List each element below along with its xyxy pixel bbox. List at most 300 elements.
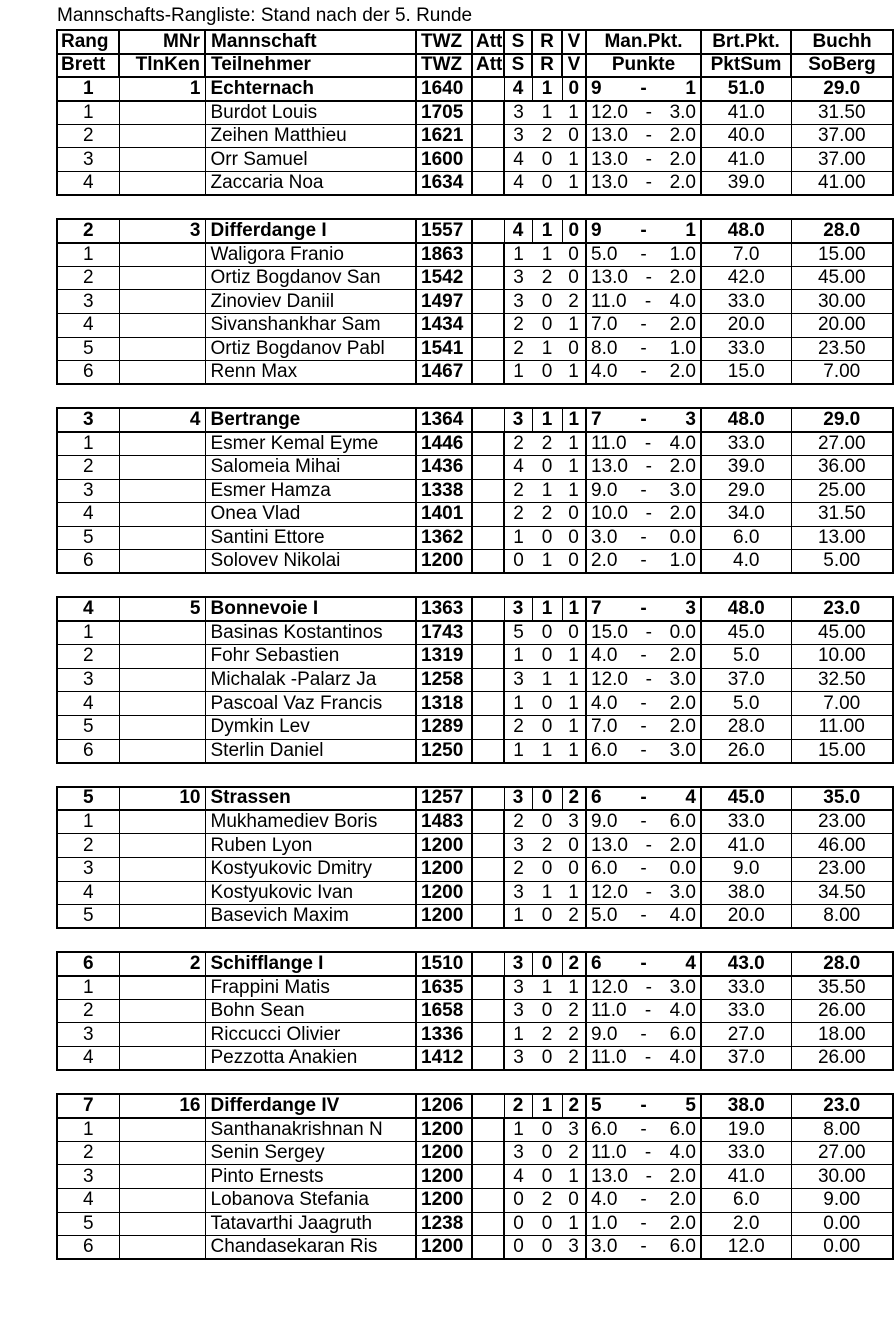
player-wins: 0 bbox=[504, 1189, 532, 1213]
player-losses: 0 bbox=[562, 857, 586, 881]
player-points bbox=[586, 479, 701, 503]
player-att bbox=[472, 550, 504, 574]
player-board: 3 bbox=[57, 290, 119, 314]
player-att bbox=[472, 645, 504, 669]
points-against: 4.0 bbox=[669, 1000, 696, 1022]
team-number: 16 bbox=[119, 1094, 205, 1118]
points-separator: - bbox=[645, 503, 652, 525]
player-row bbox=[57, 550, 893, 574]
team-separator bbox=[57, 763, 893, 787]
player-draws: 0 bbox=[532, 810, 562, 834]
points-separator: - bbox=[640, 527, 647, 549]
points-for: 13.0 bbox=[591, 148, 628, 170]
column-header-att: Att bbox=[472, 54, 504, 78]
player-row bbox=[57, 976, 893, 1000]
player-board: 4 bbox=[57, 503, 119, 527]
column-header-points: Man.Pkt. bbox=[586, 30, 701, 54]
player-draws: 2 bbox=[532, 124, 562, 148]
player-name: Zeihen Matthieu bbox=[205, 124, 416, 148]
player-att bbox=[472, 1141, 504, 1165]
player-att bbox=[472, 1165, 504, 1189]
player-points bbox=[586, 1141, 701, 1165]
player-rating: 1289 bbox=[416, 715, 472, 739]
player-att bbox=[472, 810, 504, 834]
player-id bbox=[119, 1141, 205, 1165]
points-against: 2.0 bbox=[669, 503, 696, 525]
column-header-twz: TWZ bbox=[416, 30, 472, 54]
player-wins: 4 bbox=[504, 1165, 532, 1189]
team-row bbox=[57, 219, 893, 243]
player-name: Pinto Ernests bbox=[205, 1165, 416, 1189]
points-against: 2.0 bbox=[669, 361, 696, 383]
player-rating: 1200 bbox=[416, 881, 472, 905]
player-sonneborn-berger: 5.00 bbox=[791, 550, 893, 574]
player-wins: 2 bbox=[504, 715, 532, 739]
player-losses: 2 bbox=[562, 1023, 586, 1047]
player-points bbox=[586, 243, 701, 267]
player-draws: 1 bbox=[532, 243, 562, 267]
player-points bbox=[586, 692, 701, 716]
table-header-row bbox=[57, 54, 893, 78]
player-id bbox=[119, 668, 205, 692]
player-sonneborn-berger: 41.00 bbox=[791, 172, 893, 196]
points-against: 3.0 bbox=[669, 881, 696, 903]
player-name: Orr Samuel bbox=[205, 148, 416, 172]
player-wins: 2 bbox=[504, 337, 532, 361]
player-name: Kostyukovic Dmitry bbox=[205, 857, 416, 881]
player-id bbox=[119, 550, 205, 574]
team-name: Bonnevoie I bbox=[205, 597, 416, 621]
player-board: 6 bbox=[57, 361, 119, 385]
player-att bbox=[472, 668, 504, 692]
player-id bbox=[119, 172, 205, 196]
team-draws: 1 bbox=[532, 219, 562, 243]
player-draws: 0 bbox=[532, 314, 562, 338]
player-sonneborn-berger: 25.00 bbox=[791, 479, 893, 503]
player-board: 3 bbox=[57, 668, 119, 692]
team-rank: 5 bbox=[57, 787, 119, 811]
team-rating: 1364 bbox=[416, 408, 472, 432]
points-for: 8.0 bbox=[591, 337, 618, 359]
player-losses: 0 bbox=[562, 243, 586, 267]
player-rating: 1200 bbox=[416, 550, 472, 574]
points-against: 3 bbox=[685, 598, 696, 620]
player-rating: 1200 bbox=[416, 1141, 472, 1165]
points-separator: - bbox=[640, 314, 647, 336]
team-name: Differdange I bbox=[205, 219, 416, 243]
player-id bbox=[119, 1023, 205, 1047]
team-rank: 1 bbox=[57, 77, 119, 101]
points-for: 6.0 bbox=[591, 858, 618, 880]
player-board: 1 bbox=[57, 1118, 119, 1142]
column-header-buchh: Buchh bbox=[791, 30, 893, 54]
player-sonneborn-berger: 35.50 bbox=[791, 976, 893, 1000]
player-wins: 1 bbox=[504, 361, 532, 385]
player-id bbox=[119, 1165, 205, 1189]
player-row bbox=[57, 645, 893, 669]
column-header-r: R bbox=[532, 54, 562, 78]
player-row bbox=[57, 148, 893, 172]
player-rating: 1621 bbox=[416, 124, 472, 148]
team-number: 5 bbox=[119, 597, 205, 621]
player-points bbox=[586, 976, 701, 1000]
player-id bbox=[119, 1118, 205, 1142]
player-point-sum: 19.0 bbox=[701, 1118, 791, 1142]
points-against: 2.0 bbox=[669, 172, 696, 194]
points-against: 6.0 bbox=[669, 811, 696, 833]
points-separator: - bbox=[645, 1165, 652, 1187]
player-losses: 0 bbox=[562, 124, 586, 148]
player-point-sum: 33.0 bbox=[701, 810, 791, 834]
player-att bbox=[472, 739, 504, 763]
player-name: Burdot Louis bbox=[205, 101, 416, 125]
player-draws: 0 bbox=[532, 645, 562, 669]
player-id bbox=[119, 1236, 205, 1260]
player-draws: 0 bbox=[532, 1212, 562, 1236]
team-rank: 7 bbox=[57, 1094, 119, 1118]
player-id bbox=[119, 999, 205, 1023]
player-att bbox=[472, 526, 504, 550]
player-sonneborn-berger: 31.50 bbox=[791, 503, 893, 527]
player-rating: 1658 bbox=[416, 999, 472, 1023]
points-for: 5.0 bbox=[591, 243, 618, 265]
player-att bbox=[472, 857, 504, 881]
player-point-sum: 12.0 bbox=[701, 1236, 791, 1260]
player-name: Esmer Kemal Eyme bbox=[205, 432, 416, 456]
points-against: 3.0 bbox=[669, 479, 696, 501]
player-point-sum: 28.0 bbox=[701, 715, 791, 739]
player-board: 4 bbox=[57, 1047, 119, 1071]
player-name: Tatavarthi Jaagruth bbox=[205, 1212, 416, 1236]
player-board: 3 bbox=[57, 857, 119, 881]
points-separator: - bbox=[645, 622, 652, 644]
team-att bbox=[472, 952, 504, 976]
player-id bbox=[119, 1047, 205, 1071]
player-sonneborn-berger: 0.00 bbox=[791, 1212, 893, 1236]
team-row bbox=[57, 1094, 893, 1118]
player-losses: 2 bbox=[562, 1141, 586, 1165]
player-points bbox=[586, 1165, 701, 1189]
points-for: 12.0 bbox=[591, 669, 628, 691]
player-wins: 2 bbox=[504, 503, 532, 527]
player-draws: 1 bbox=[532, 479, 562, 503]
points-separator: - bbox=[640, 1023, 647, 1045]
player-name: Mukhamediev Boris bbox=[205, 810, 416, 834]
player-losses: 1 bbox=[562, 1212, 586, 1236]
points-separator: - bbox=[640, 1212, 647, 1234]
points-separator: - bbox=[640, 811, 647, 833]
player-name: Fohr Sebastien bbox=[205, 645, 416, 669]
player-draws: 0 bbox=[532, 1047, 562, 1071]
column-header-buchh: SoBerg bbox=[791, 54, 893, 78]
player-name: Santini Ettore bbox=[205, 526, 416, 550]
player-name: Lobanova Stefania bbox=[205, 1189, 416, 1213]
points-against: 0.0 bbox=[669, 622, 696, 644]
points-against: 4 bbox=[685, 952, 696, 974]
player-losses: 0 bbox=[562, 526, 586, 550]
player-rating: 1863 bbox=[416, 243, 472, 267]
points-for: 3.0 bbox=[591, 527, 618, 549]
player-point-sum: 6.0 bbox=[701, 1189, 791, 1213]
player-id bbox=[119, 1189, 205, 1213]
points-separator: - bbox=[645, 101, 652, 123]
team-buchholz: 29.0 bbox=[791, 77, 893, 101]
player-row bbox=[57, 999, 893, 1023]
player-name: Michalak -Palarz Ja bbox=[205, 668, 416, 692]
player-draws: 2 bbox=[532, 1023, 562, 1047]
player-point-sum: 41.0 bbox=[701, 1165, 791, 1189]
player-point-sum: 33.0 bbox=[701, 1141, 791, 1165]
player-att bbox=[472, 976, 504, 1000]
player-wins: 4 bbox=[504, 456, 532, 480]
player-point-sum: 9.0 bbox=[701, 857, 791, 881]
player-rating: 1200 bbox=[416, 834, 472, 858]
team-draws: 1 bbox=[532, 1094, 562, 1118]
team-separator bbox=[57, 1070, 893, 1094]
team-board-points: 43.0 bbox=[701, 952, 791, 976]
player-sonneborn-berger: 9.00 bbox=[791, 1189, 893, 1213]
team-buchholz: 29.0 bbox=[791, 408, 893, 432]
player-losses: 1 bbox=[562, 881, 586, 905]
player-att bbox=[472, 148, 504, 172]
player-losses: 0 bbox=[562, 503, 586, 527]
player-rating: 1497 bbox=[416, 290, 472, 314]
player-att bbox=[472, 243, 504, 267]
team-att bbox=[472, 77, 504, 101]
player-rating: 1200 bbox=[416, 1236, 472, 1260]
player-points bbox=[586, 857, 701, 881]
points-against: 6.0 bbox=[669, 1023, 696, 1045]
player-id bbox=[119, 432, 205, 456]
team-name: Schifflange I bbox=[205, 952, 416, 976]
player-losses: 1 bbox=[562, 432, 586, 456]
player-row bbox=[57, 621, 893, 645]
player-point-sum: 20.0 bbox=[701, 314, 791, 338]
team-att bbox=[472, 597, 504, 621]
points-separator: - bbox=[640, 361, 647, 383]
points-against: 2.0 bbox=[669, 1212, 696, 1234]
points-against: 4.0 bbox=[669, 432, 696, 454]
team-match-points bbox=[586, 952, 701, 976]
team-match-points bbox=[586, 77, 701, 101]
points-separator: - bbox=[644, 1142, 652, 1164]
column-header-twz: TWZ bbox=[416, 54, 472, 78]
player-losses: 3 bbox=[562, 1118, 586, 1142]
team-wins: 3 bbox=[504, 787, 532, 811]
player-row bbox=[57, 479, 893, 503]
points-separator: - bbox=[640, 692, 647, 714]
player-rating: 1412 bbox=[416, 1047, 472, 1071]
player-points bbox=[586, 810, 701, 834]
points-separator: - bbox=[640, 1236, 647, 1258]
player-losses: 1 bbox=[562, 479, 586, 503]
player-att bbox=[472, 503, 504, 527]
player-id bbox=[119, 905, 205, 929]
player-board: 6 bbox=[57, 1236, 119, 1260]
column-header-rang: Brett bbox=[57, 54, 119, 78]
points-for: 7.0 bbox=[591, 314, 618, 336]
player-wins: 1 bbox=[504, 905, 532, 929]
points-against: 2.0 bbox=[669, 267, 696, 289]
player-wins: 2 bbox=[504, 479, 532, 503]
player-point-sum: 37.0 bbox=[701, 668, 791, 692]
player-draws: 0 bbox=[532, 1236, 562, 1260]
player-sonneborn-berger: 32.50 bbox=[791, 668, 893, 692]
player-draws: 0 bbox=[532, 621, 562, 645]
points-separator: - bbox=[640, 1118, 647, 1140]
player-losses: 2 bbox=[562, 290, 586, 314]
player-rating: 1362 bbox=[416, 526, 472, 550]
points-separator: - bbox=[640, 550, 647, 572]
player-point-sum: 6.0 bbox=[701, 526, 791, 550]
column-header-sum: PktSum bbox=[701, 54, 791, 78]
player-row bbox=[57, 810, 893, 834]
player-losses: 1 bbox=[562, 1165, 586, 1189]
player-point-sum: 27.0 bbox=[701, 1023, 791, 1047]
points-separator: - bbox=[640, 479, 647, 501]
player-sonneborn-berger: 13.00 bbox=[791, 526, 893, 550]
points-against: 1.0 bbox=[669, 550, 696, 572]
points-separator: - bbox=[645, 881, 652, 903]
player-losses: 1 bbox=[562, 456, 586, 480]
player-points bbox=[586, 668, 701, 692]
player-att bbox=[472, 361, 504, 385]
player-row bbox=[57, 881, 893, 905]
points-separator: - bbox=[640, 787, 647, 809]
points-for: 7 bbox=[591, 598, 602, 620]
player-point-sum: 20.0 bbox=[701, 905, 791, 929]
player-att bbox=[472, 290, 504, 314]
points-for: 9.0 bbox=[591, 479, 618, 501]
player-point-sum: 26.0 bbox=[701, 739, 791, 763]
team-rank: 4 bbox=[57, 597, 119, 621]
player-wins: 4 bbox=[504, 148, 532, 172]
player-board: 5 bbox=[57, 715, 119, 739]
page-title: Mannschafts-Rangliste: Stand nach der 5. Runde bbox=[57, 5, 473, 26]
player-rating: 1258 bbox=[416, 668, 472, 692]
team-draws: 0 bbox=[532, 952, 562, 976]
points-for: 9.0 bbox=[591, 1023, 618, 1045]
player-point-sum: 7.0 bbox=[701, 243, 791, 267]
points-against: 3.0 bbox=[669, 739, 696, 761]
player-draws: 0 bbox=[532, 290, 562, 314]
points-against: 3 bbox=[685, 409, 696, 431]
player-points bbox=[586, 503, 701, 527]
team-draws: 0 bbox=[532, 787, 562, 811]
points-separator: - bbox=[640, 739, 647, 761]
points-for: 13.0 bbox=[591, 172, 628, 194]
team-wins: 3 bbox=[504, 597, 532, 621]
player-wins: 0 bbox=[504, 550, 532, 574]
player-id bbox=[119, 456, 205, 480]
player-name: Zaccaria Noa bbox=[205, 172, 416, 196]
player-board: 4 bbox=[57, 172, 119, 196]
player-draws: 1 bbox=[532, 101, 562, 125]
points-for: 4.0 bbox=[591, 645, 618, 667]
player-points bbox=[586, 314, 701, 338]
player-losses: 0 bbox=[562, 1189, 586, 1213]
player-draws: 2 bbox=[532, 432, 562, 456]
player-sonneborn-berger: 0.00 bbox=[791, 1236, 893, 1260]
player-wins: 1 bbox=[504, 692, 532, 716]
points-separator: - bbox=[640, 598, 647, 620]
player-rating: 1318 bbox=[416, 692, 472, 716]
player-draws: 2 bbox=[532, 834, 562, 858]
player-wins: 3 bbox=[504, 668, 532, 692]
player-id bbox=[119, 881, 205, 905]
player-wins: 3 bbox=[504, 1047, 532, 1071]
player-att bbox=[472, 1023, 504, 1047]
player-point-sum: 38.0 bbox=[701, 881, 791, 905]
player-name: Ortiz Bogdanov San bbox=[205, 266, 416, 290]
player-rating: 1200 bbox=[416, 857, 472, 881]
player-losses: 1 bbox=[562, 692, 586, 716]
player-att bbox=[472, 1118, 504, 1142]
player-point-sum: 15.0 bbox=[701, 361, 791, 385]
player-sonneborn-berger: 27.00 bbox=[791, 432, 893, 456]
player-board: 5 bbox=[57, 905, 119, 929]
player-rating: 1238 bbox=[416, 1212, 472, 1236]
player-points bbox=[586, 550, 701, 574]
points-for: 6.0 bbox=[591, 1118, 618, 1140]
player-wins: 3 bbox=[504, 124, 532, 148]
player-board: 4 bbox=[57, 314, 119, 338]
points-for: 4.0 bbox=[591, 1189, 618, 1211]
team-row bbox=[57, 787, 893, 811]
team-row bbox=[57, 952, 893, 976]
points-for: 13.0 bbox=[591, 456, 628, 478]
player-row bbox=[57, 243, 893, 267]
player-board: 6 bbox=[57, 550, 119, 574]
player-rating: 1200 bbox=[416, 905, 472, 929]
table-body bbox=[57, 30, 893, 1259]
points-separator: - bbox=[640, 905, 647, 927]
player-sonneborn-berger: 10.00 bbox=[791, 645, 893, 669]
points-separator: - bbox=[645, 976, 652, 998]
points-against: 1 bbox=[685, 219, 696, 241]
player-row bbox=[57, 1047, 893, 1071]
team-match-points bbox=[586, 597, 701, 621]
player-row bbox=[57, 905, 893, 929]
player-att bbox=[472, 101, 504, 125]
player-points bbox=[586, 645, 701, 669]
points-against: 2.0 bbox=[669, 148, 696, 170]
player-id bbox=[119, 361, 205, 385]
points-separator: - bbox=[645, 267, 652, 289]
player-name: Onea Vlad bbox=[205, 503, 416, 527]
player-name: Basevich Maxim bbox=[205, 905, 416, 929]
points-separator: - bbox=[640, 409, 647, 431]
player-sonneborn-berger: 23.50 bbox=[791, 337, 893, 361]
player-losses: 1 bbox=[562, 668, 586, 692]
player-draws: 1 bbox=[532, 739, 562, 763]
player-row bbox=[57, 503, 893, 527]
player-losses: 2 bbox=[562, 1047, 586, 1071]
player-sonneborn-berger: 7.00 bbox=[791, 692, 893, 716]
points-separator: - bbox=[645, 456, 652, 478]
player-point-sum: 40.0 bbox=[701, 124, 791, 148]
player-draws: 2 bbox=[532, 503, 562, 527]
player-att bbox=[472, 456, 504, 480]
team-rating: 1206 bbox=[416, 1094, 472, 1118]
player-board: 2 bbox=[57, 645, 119, 669]
points-separator: - bbox=[640, 716, 647, 738]
points-for: 7 bbox=[591, 409, 602, 431]
team-losses: 2 bbox=[562, 1094, 586, 1118]
points-separator: - bbox=[644, 1000, 652, 1022]
team-buchholz: 23.0 bbox=[791, 597, 893, 621]
team-wins: 4 bbox=[504, 219, 532, 243]
